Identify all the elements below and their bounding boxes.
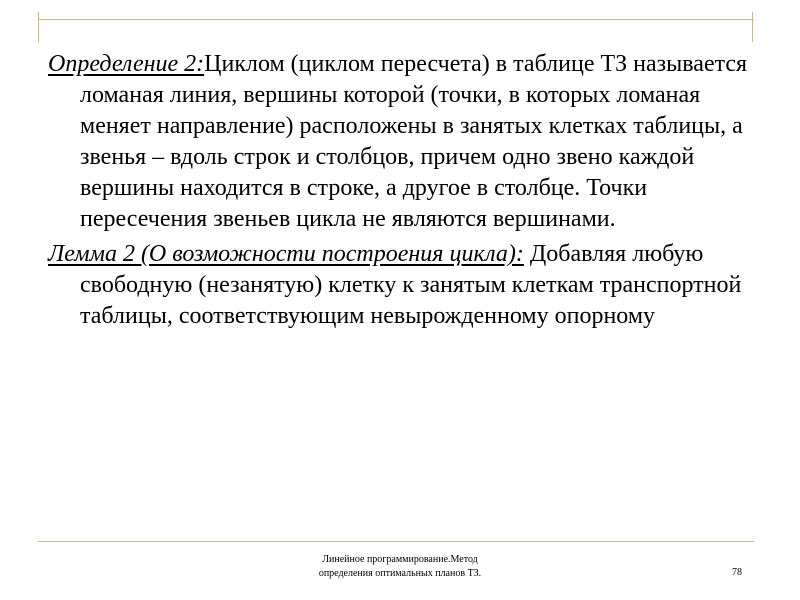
footer-line-2: определения оптимальных планов ТЗ. [318, 568, 482, 579]
top-right-decorative-line [752, 12, 753, 42]
footer-line-1: Линейное программирование.Метод [322, 554, 478, 565]
slide-body [48, 49, 768, 336]
bottom-decorative-rule [38, 541, 754, 542]
lemma-label: Лемма 2 (О возможности построения цикла): [48, 241, 524, 267]
top-decorative-rule [38, 19, 754, 20]
page-number: 78 [732, 567, 742, 578]
definition-paragraph [48, 49, 768, 235]
slide-footer [250, 553, 550, 581]
lemma-text: Добавляя любую свободную (незанятую) клетку к занятым клеткам транспортной таблицы, соответствующим невырожденному опорному [80, 241, 742, 329]
definition-label: Определение 2: [48, 51, 205, 77]
definition-text: Циклом (циклом пересчета) в таблице ТЗ называется ломаная линия, вершины которой (точки, в которых ломаная меняет направление) расположены в занятых клетках таблицы, а звенья – вдоль строк и столбцов, причем одно звено каждой вершины находится в строке, а другое в столбце. Точки пересечения звеньев цикла не являются вершинами. [80, 51, 748, 232]
lemma-paragraph [48, 239, 768, 332]
top-left-decorative-line [38, 12, 39, 42]
